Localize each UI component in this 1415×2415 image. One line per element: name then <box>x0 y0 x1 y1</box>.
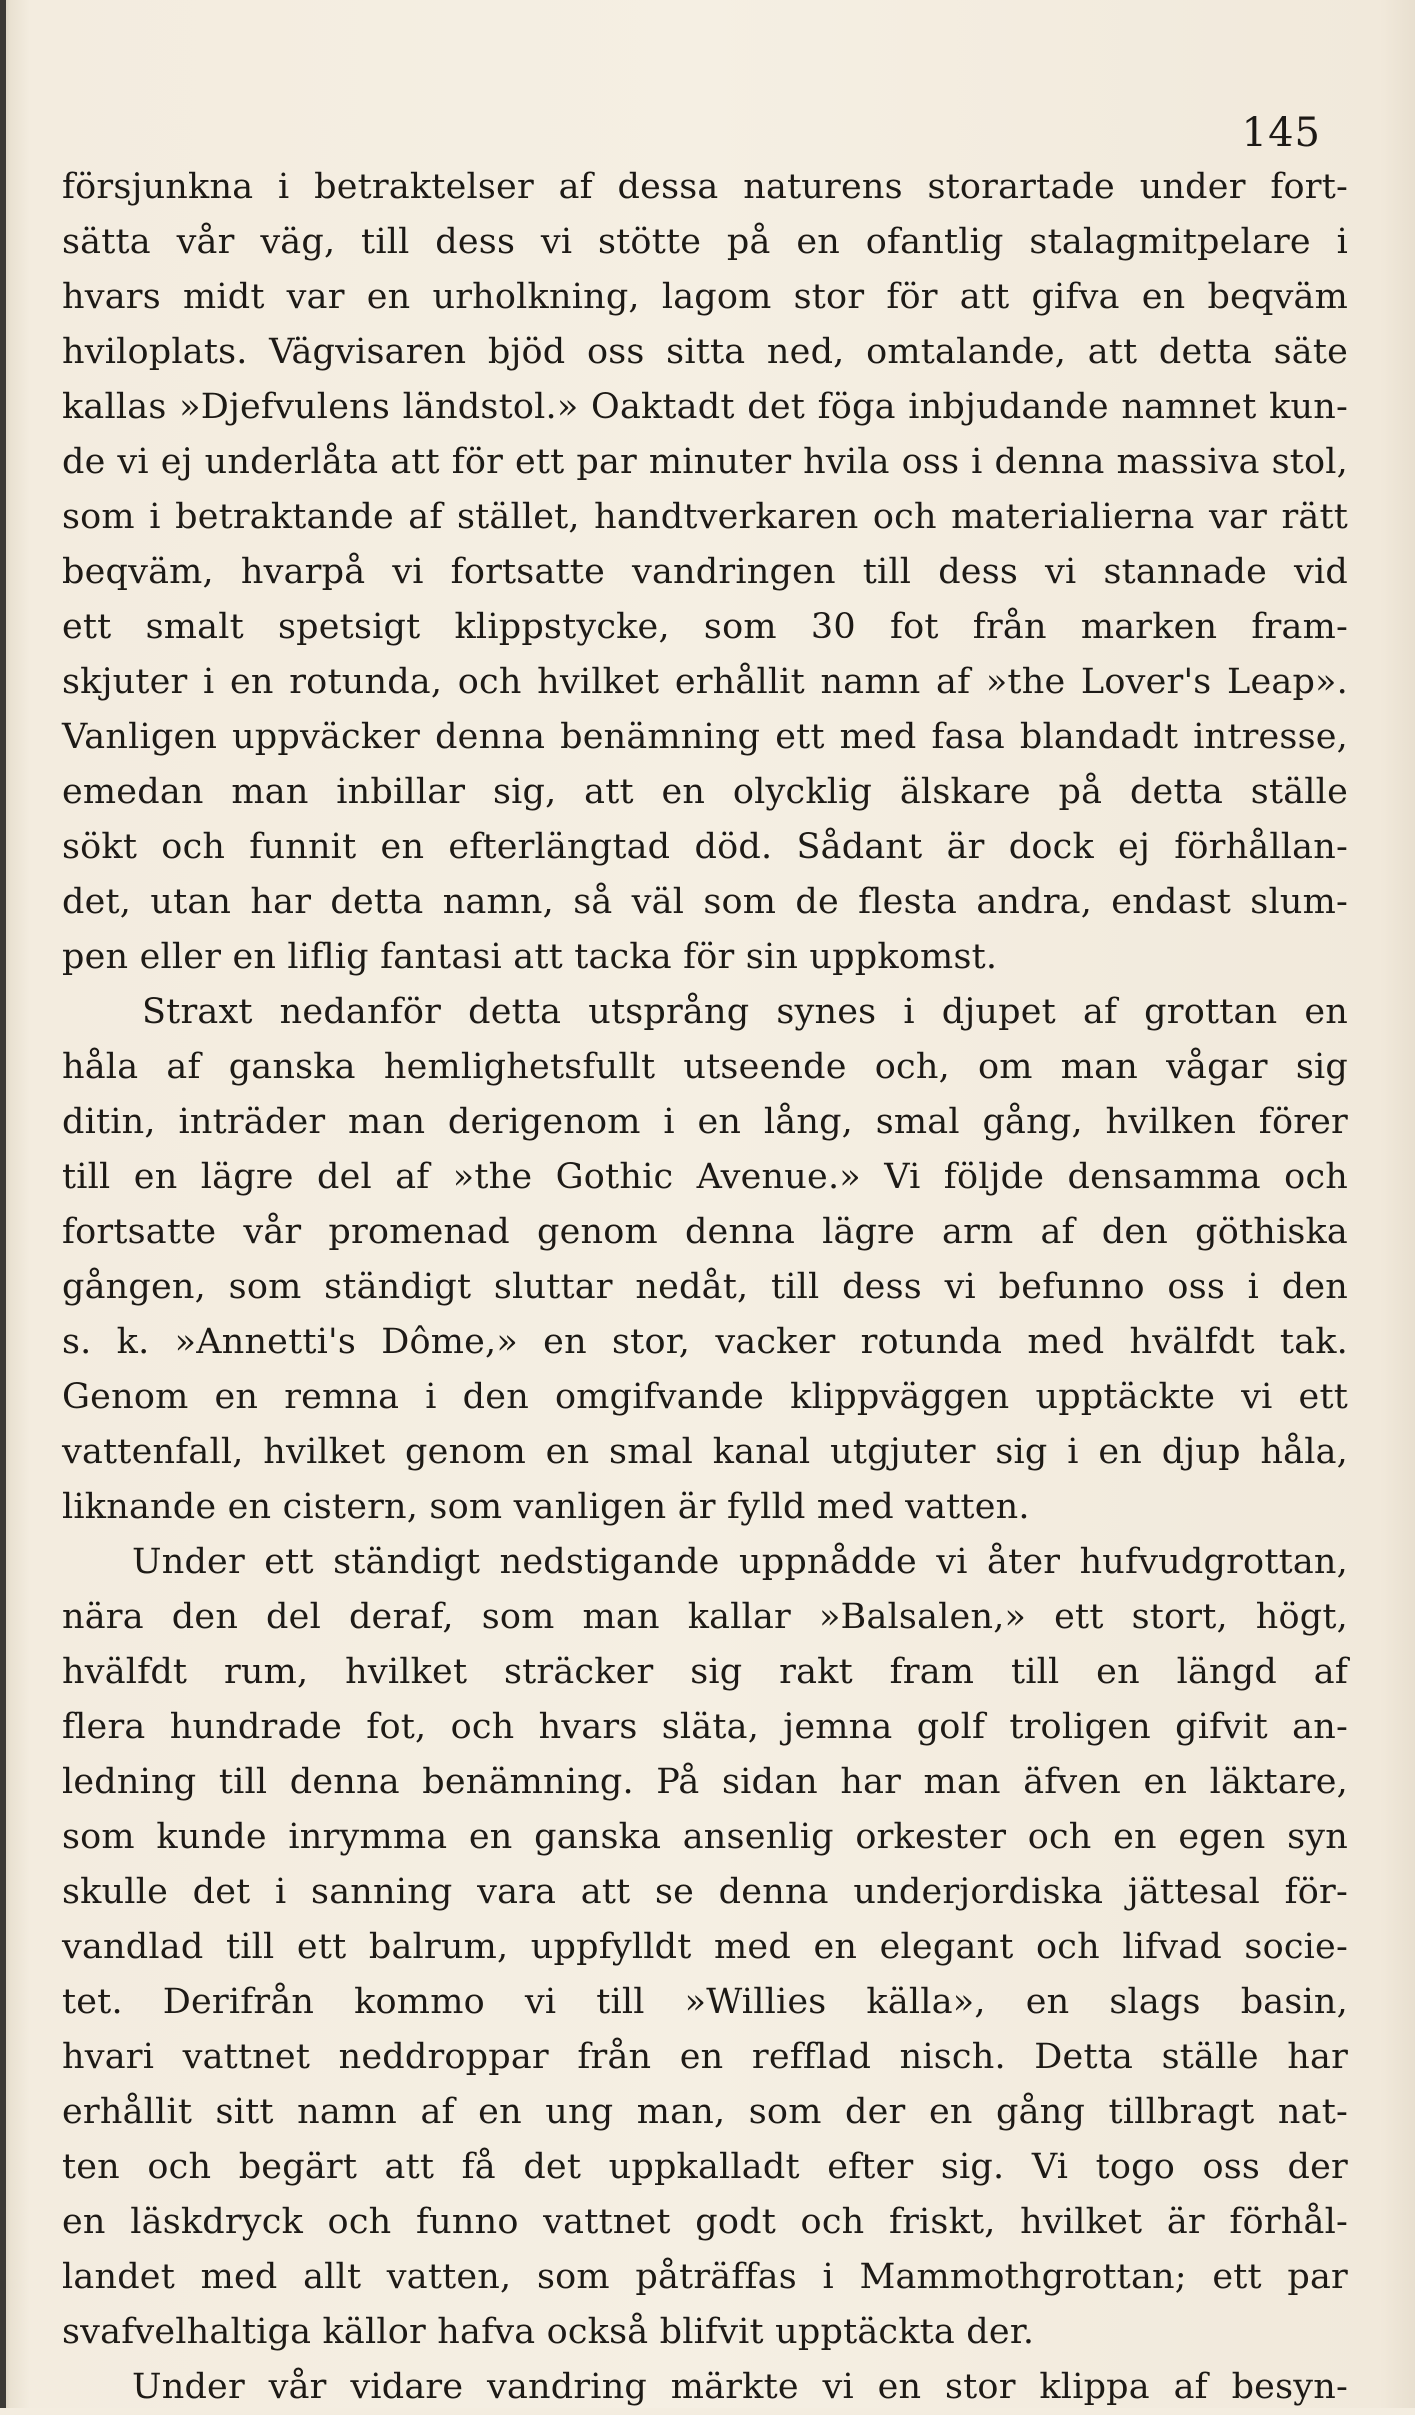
paragraph-start-line: Straxt nedanför detta utsprång synes i djupet af grottan en <box>142 992 1348 1032</box>
text-line: fortsatte vår promenad genom denna lägre arm af den göthiska <box>62 1212 1348 1252</box>
text-line: en läskdryck och funno vattnet godt och friskt, hvilket är förhål- <box>62 2202 1348 2242</box>
text-line: hvars midt var en urholkning, lagom stor för att gifva en beqväm <box>62 277 1348 317</box>
paragraph-end-line: svafvelhaltiga källor hafva också blifvit upptäckta der. <box>62 2312 1035 2352</box>
text-line: ditin, inträder man derigenom i en lång, smal gång, hvilken förer <box>62 1102 1348 1142</box>
page-binding-edge <box>0 0 6 2408</box>
text-line: skjuter i en rotunda, och hvilket erhållit namn af »the Lover's Leap». <box>62 662 1348 702</box>
text-line: Vanligen uppväcker denna benämning ett med fasa blandadt intresse, <box>62 717 1348 757</box>
text-line: som i betraktande af stället, handtverkaren och materialierna var rätt <box>62 497 1348 537</box>
text-line: beqväm, hvarpå vi fortsatte vandringen till dess vi stannade vid <box>62 552 1348 592</box>
paragraph-end-line: liknande en cistern, som vanligen är fylld med vatten. <box>62 1487 1030 1527</box>
text-line: hvari vattnet neddroppar från en refflad nisch. Detta ställe har <box>62 2037 1348 2077</box>
text-line: vandlad till ett balrum, uppfylldt med en elegant och lifvad socie- <box>62 1927 1348 1967</box>
page-number: 145 <box>1241 110 1321 156</box>
text-line: s. k. »Annetti's Dôme,» en stor, vacker rotunda med hvälfdt tak. <box>62 1322 1348 1362</box>
text-line: ledning till denna benämning. På sidan har man äfven en läktare, <box>62 1762 1348 1802</box>
text-line: flera hundrade fot, och hvars släta, jemna golf troligen gifvit an- <box>62 1707 1348 1747</box>
text-line: hviloplats. Vägvisaren bjöd oss sitta ned, omtalande, att detta säte <box>62 332 1348 372</box>
text-line: sökt och funnit en efterlängtad död. Sådant är dock ej förhållan- <box>62 827 1348 867</box>
text-line: skulle det i sanning vara att se denna underjordiska jättesal för- <box>62 1872 1348 1912</box>
text-line: sätta vår väg, till dess vi stötte på en ofantlig stalagmitpelare i <box>62 222 1348 262</box>
text-line: hvälfdt rum, hvilket sträcker sig rakt fram till en längd af <box>62 1652 1348 1692</box>
text-line: ten och begärt att få det uppkalladt efter sig. Vi togo oss der <box>62 2147 1348 2187</box>
text-line: landet med allt vatten, som påträffas i Mammothgrottan; ett par <box>62 2257 1348 2297</box>
text-line: vattenfall, hvilket genom en smal kanal utgjuter sig i en djup håla, <box>62 1432 1348 1472</box>
text-line: tet. Derifrån kommo vi till »Willies källa», en slags basin, <box>62 1982 1348 2022</box>
text-line: Genom en remna i den omgifvande klippväggen upptäckte vi ett <box>62 1377 1348 1417</box>
text-line: erhållit sitt namn af en ung man, som der en gång tillbragt nat- <box>62 2092 1348 2132</box>
body-text <box>62 160 1348 2415</box>
text-line: som kunde inrymma en ganska ansenlig orkester och en egen syn <box>62 1817 1348 1857</box>
paragraph-end-line: pen eller en liflig fantasi att tacka för sin uppkomst. <box>62 937 998 977</box>
text-line: det, utan har detta namn, så väl som de flesta andra, endast slum- <box>62 882 1348 922</box>
text-line: nära den del deraf, som man kallar »Balsalen,» ett stort, högt, <box>62 1597 1348 1637</box>
paragraph-start-line: Under vår vidare vandring märkte vi en stor klippa af besyn- <box>132 2367 1348 2407</box>
text-line: de vi ej underlåta att för ett par minuter hvila oss i denna massiva stol, <box>62 442 1348 482</box>
paragraph-start-line: Under ett ständigt nedstigande uppnådde vi åter hufvudgrottan, <box>132 1542 1348 1582</box>
text-line: kallas »Djefvulens ländstol.» Oaktadt det föga inbjudande namnet kun- <box>62 387 1348 427</box>
text-line: ett smalt spetsigt klippstycke, som 30 fot från marken fram- <box>62 607 1348 647</box>
text-line: försjunkna i betraktelser af dessa naturens storartade under fort- <box>62 167 1348 207</box>
text-line: till en lägre del af »the Gothic Avenue.» Vi följde densamma och <box>62 1157 1348 1197</box>
text-line: emedan man inbillar sig, att en olycklig älskare på detta ställe <box>62 772 1348 812</box>
text-line: håla af ganska hemlighetsfullt utseende och, om man vågar sig <box>62 1047 1348 1087</box>
text-line: gången, som ständigt sluttar nedåt, till dess vi befunno oss i den <box>62 1267 1348 1307</box>
